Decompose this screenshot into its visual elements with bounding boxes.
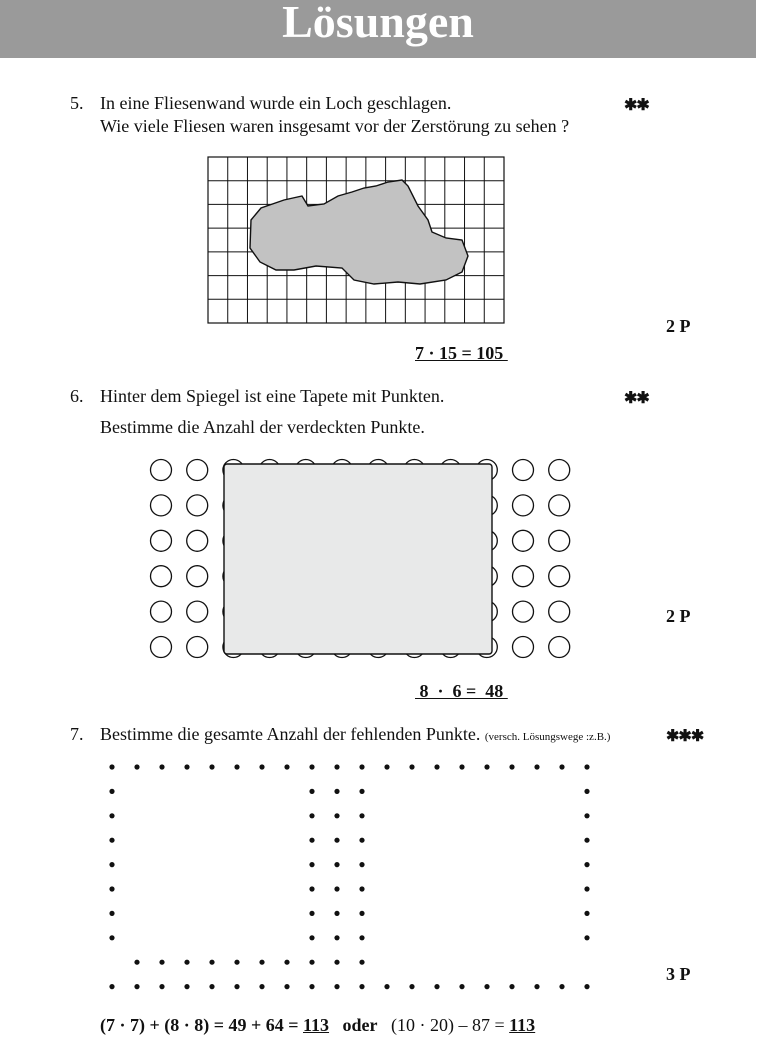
- wallpaper-dot: [513, 530, 534, 551]
- frame-dot: [284, 984, 289, 989]
- frame-dot: [409, 764, 414, 769]
- solution-part-2: (10 · 20) – 87 =: [391, 1015, 510, 1035]
- frame-dot: [334, 960, 339, 965]
- points-label: 3 P: [666, 964, 691, 984]
- answer-text: 8 · 6 = 48: [415, 681, 508, 701]
- frame-dot: [584, 862, 589, 867]
- frame-dot: [434, 984, 439, 989]
- wallpaper-dot: [187, 530, 208, 551]
- frame-dot: [509, 764, 514, 769]
- frame-dot: [534, 764, 539, 769]
- solution-result-2: 113: [509, 1015, 536, 1035]
- frame-dot: [209, 984, 214, 989]
- frame-dot: [184, 764, 189, 769]
- frame-dot: [309, 935, 314, 940]
- frame-dot: [109, 886, 114, 891]
- frame-dot: [584, 935, 589, 940]
- frame-dot: [584, 886, 589, 891]
- frame-dot: [334, 935, 339, 940]
- wallpaper-dot: [187, 601, 208, 622]
- solution-connector: oder: [342, 1015, 378, 1035]
- frame-dot: [334, 764, 339, 769]
- frame-dot: [309, 911, 314, 916]
- frame-dot: [359, 911, 364, 916]
- frame-dot: [159, 960, 164, 965]
- frame-dot: [434, 764, 439, 769]
- frame-dot: [359, 935, 364, 940]
- task-text-line: In eine Fliesenwand wurde ein Loch geschlagen.: [100, 93, 452, 113]
- frame-dot: [234, 764, 239, 769]
- frame-dot: [359, 764, 364, 769]
- frame-dot: [534, 984, 539, 989]
- frame-dot: [234, 960, 239, 965]
- frame-dot: [334, 911, 339, 916]
- wallpaper-dot: [187, 566, 208, 587]
- frame-dot: [259, 764, 264, 769]
- frame-dot: [309, 886, 314, 891]
- points-label: 2 P: [666, 606, 691, 626]
- frame-dots: [109, 764, 589, 989]
- difficulty-stars: ✱✱✱: [666, 728, 704, 745]
- frame-dot: [584, 789, 589, 794]
- frame-dot: [109, 862, 114, 867]
- frame-dot: [334, 886, 339, 891]
- task-note: (versch. Lösungswege :z.B.): [484, 731, 611, 743]
- wallpaper-dot: [513, 495, 534, 516]
- frame-dot: [259, 960, 264, 965]
- frame-dot: [484, 764, 489, 769]
- wallpaper-dot: [549, 601, 570, 622]
- frame-dot: [334, 838, 339, 843]
- wallpaper-dot: [151, 601, 172, 622]
- points-label: 2 P: [666, 316, 691, 336]
- frame-dot: [484, 984, 489, 989]
- frame-dot: [209, 764, 214, 769]
- frame-dot: [559, 984, 564, 989]
- frame-dot: [134, 984, 139, 989]
- task-number: 5.: [70, 93, 84, 113]
- task-number: 6.: [70, 386, 84, 406]
- task-text-line: Hinter dem Spiegel ist eine Tapete mit Punkten.: [100, 386, 445, 406]
- wallpaper-dot: [513, 637, 534, 658]
- frame-dot: [109, 984, 114, 989]
- frame-dot: [309, 813, 314, 818]
- wallpaper-dot: [151, 460, 172, 481]
- frame-dot: [334, 789, 339, 794]
- frame-dot: [109, 838, 114, 843]
- answer-text: 7 · 15 = 105: [415, 343, 508, 363]
- frame-dot: [334, 984, 339, 989]
- difficulty-stars: ✱✱: [624, 97, 649, 114]
- wallpaper-dot: [151, 566, 172, 587]
- frame-dot: [159, 984, 164, 989]
- wallpaper-dot: [187, 460, 208, 481]
- solution-result-1: 113: [303, 1015, 330, 1035]
- tile-wall-figure: [206, 156, 506, 324]
- frame-dot: [584, 764, 589, 769]
- frame-dot: [309, 764, 314, 769]
- wallpaper-dot: [187, 495, 208, 516]
- frame-dot: [309, 789, 314, 794]
- missing-dots-figure: [100, 754, 600, 990]
- frame-dot: [184, 984, 189, 989]
- frame-dot: [359, 813, 364, 818]
- wallpaper-dot: [513, 601, 534, 622]
- difficulty-stars: ✱✱: [624, 390, 649, 407]
- wallpaper-dot: [151, 530, 172, 551]
- frame-dot: [359, 886, 364, 891]
- wallpaper-dot: [549, 637, 570, 658]
- frame-dot: [109, 813, 114, 818]
- frame-dot: [184, 960, 189, 965]
- frame-dot: [134, 960, 139, 965]
- frame-dot: [259, 984, 264, 989]
- wallpaper-dot: [513, 566, 534, 587]
- wallpaper-dot: [549, 566, 570, 587]
- frame-dot: [584, 838, 589, 843]
- task-text-line: [100, 724, 610, 745]
- task-text: Bestimme die gesamte Anzahl der fehlenden Punkte.: [100, 724, 481, 744]
- frame-dot: [584, 813, 589, 818]
- frame-dot: [359, 984, 364, 989]
- frame-dot: [359, 789, 364, 794]
- mirror: [224, 464, 492, 654]
- wallpaper-dots-figure: [140, 452, 580, 672]
- frame-dot: [334, 862, 339, 867]
- page-title: Lösungen: [0, 0, 756, 58]
- wallpaper-dot: [513, 460, 534, 481]
- task-text-line: Wie viele Fliesen waren insgesamt vor der Zerstörung zu sehen ?: [100, 116, 570, 136]
- task-number: 7.: [70, 724, 84, 744]
- frame-dot: [384, 984, 389, 989]
- wallpaper-dot: [151, 495, 172, 516]
- wallpaper-dot: [549, 495, 570, 516]
- frame-dot: [384, 764, 389, 769]
- frame-dot: [309, 862, 314, 867]
- frame-dot: [309, 838, 314, 843]
- frame-dot: [359, 838, 364, 843]
- solution-part-1: (7 · 7) + (8 · 8) = 49 + 64 =: [100, 1015, 304, 1035]
- frame-dot: [584, 984, 589, 989]
- frame-dot: [559, 764, 564, 769]
- frame-dot: [159, 764, 164, 769]
- wallpaper-dot: [151, 637, 172, 658]
- frame-dot: [109, 911, 114, 916]
- frame-dot: [284, 764, 289, 769]
- frame-dot: [459, 984, 464, 989]
- frame-dot: [409, 984, 414, 989]
- frame-dot: [209, 960, 214, 965]
- frame-dot: [359, 960, 364, 965]
- frame-dot: [359, 862, 364, 867]
- wallpaper-dot: [187, 637, 208, 658]
- frame-dot: [459, 764, 464, 769]
- frame-dot: [284, 960, 289, 965]
- frame-dot: [509, 984, 514, 989]
- wallpaper-dot: [549, 460, 570, 481]
- solution-line: [100, 1015, 535, 1036]
- frame-dot: [109, 935, 114, 940]
- frame-dot: [309, 960, 314, 965]
- frame-dot: [334, 813, 339, 818]
- frame-dot: [134, 764, 139, 769]
- frame-dot: [309, 984, 314, 989]
- frame-dot: [109, 764, 114, 769]
- wallpaper-dot: [549, 530, 570, 551]
- task-text-line: Bestimme die Anzahl der verdeckten Punkte.: [100, 417, 425, 437]
- frame-dot: [109, 789, 114, 794]
- frame-dot: [584, 911, 589, 916]
- frame-dot: [234, 984, 239, 989]
